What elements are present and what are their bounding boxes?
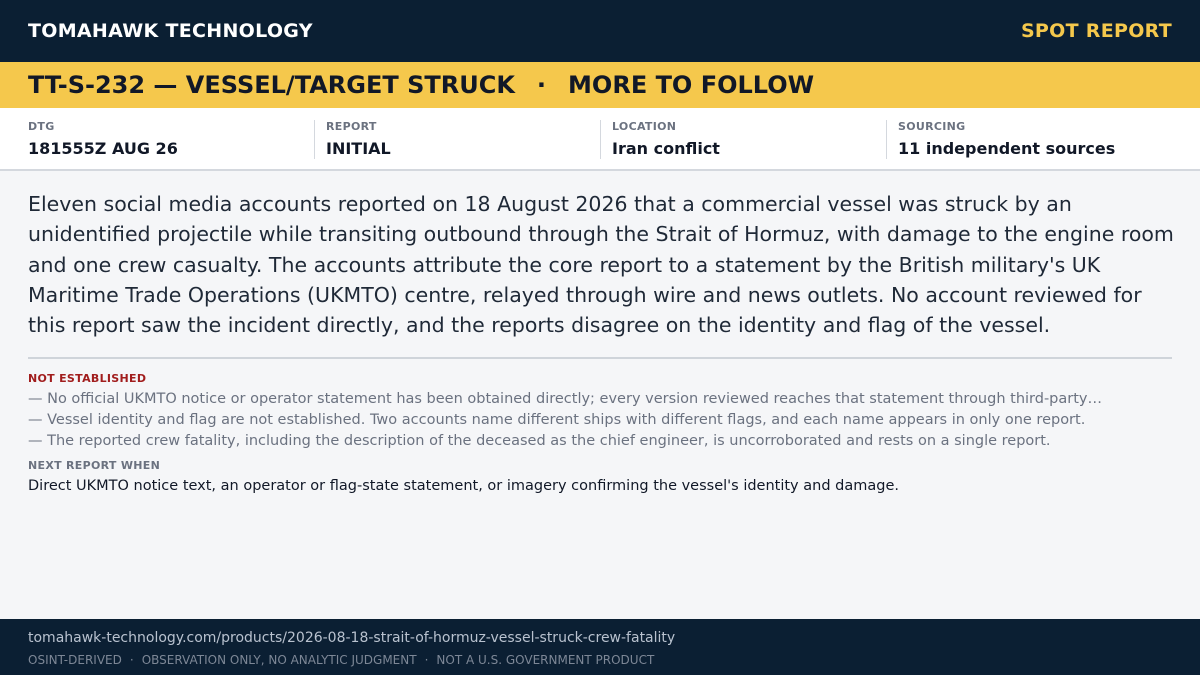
banner-separator: · [536,71,547,99]
tag-separator: · [424,653,429,667]
meta-label: DTG [28,120,55,133]
headline-banner [0,62,1200,108]
meta-report [314,120,600,159]
next-report-heading: NEXT REPORT WHEN [28,459,161,472]
not-established-list [28,389,1172,452]
footer-bar [0,619,1200,675]
product-url-link[interactable]: tomahawk-technology.com/products/2026-08-18-strait-of-hormuz-vessel-struck-crew-fatality [28,630,676,646]
footer-tags [28,652,1172,668]
tag-separator: · [129,653,134,667]
meta-label: LOCATION [612,120,677,133]
meta-value: Iran conflict [612,139,720,158]
metadata-strip [0,108,1200,171]
meta-value: 181555Z AUG 26 [28,139,178,158]
list-item: — Vessel identity and flag are not established. Two accounts name different ships with different flags, and each name appears in only one report. [28,412,1086,428]
meta-location [600,120,886,159]
meta-value: 11 independent sources [898,139,1116,158]
footer-tag: OBSERVATION ONLY, NO ANALYTIC JUDGMENT [141,653,417,667]
not-established-heading: NOT ESTABLISHED [28,372,147,385]
top-header-bar [0,0,1200,62]
meta-value: INITIAL [326,139,391,158]
report-status: MORE TO FOLLOW [568,71,815,99]
report-type-label: SPOT REPORT [1020,20,1172,42]
meta-label: REPORT [326,120,377,133]
footer-tag: OSINT-DERIVED [28,653,122,667]
brand-name: TOMAHAWK TECHNOLOGY [28,20,313,42]
next-report-text: Direct UKMTO notice text, an operator or flag-state statement, or imagery confirming the vessel's identity and damage. [28,478,899,494]
meta-dtg [28,108,314,169]
list-item: — The reported crew fatality, including the description of the deceased as the chief engineer, is uncorroborated and rests on a single report. [28,433,1051,449]
report-title: TT-S-232 — VESSEL/TARGET STRUCK [28,71,515,99]
section-divider [28,357,1172,359]
meta-sourcing [886,120,1172,159]
footer-tag: NOT A U.S. GOVERNMENT PRODUCT [436,653,655,667]
report-summary: Eleven social media accounts reported on 18 August 2026 that a commercial vessel was struck by an unidentified projectile while transiting outbound through the Strait of Hormuz, with damage to the engine room and one crew casualty. The accounts attribute the core report to a statement by the British military's UK Maritime Trade Operations (UKMTO) centre, relayed through wire and news outlets. No account reviewed for this report saw the incident directly, and the reports disagree on the identity and flag of the vessel. [28,192,1174,338]
meta-label: SOURCING [898,120,966,133]
list-item: — No official UKMTO notice or operator statement has been obtained directly; every version reviewed reaches that statement through third-party… [28,391,1102,407]
